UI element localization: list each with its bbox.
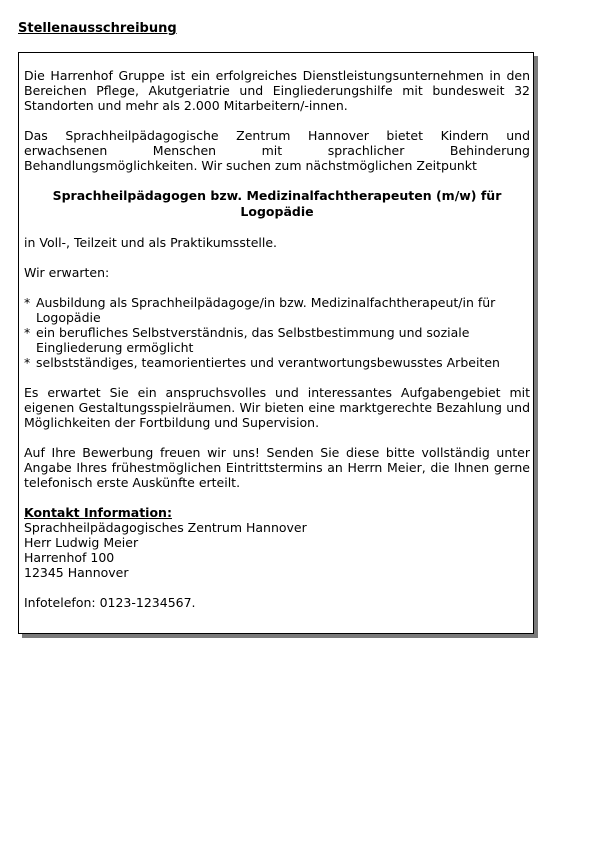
spacer — [24, 580, 530, 595]
application-paragraph: Auf Ihre Bewerbung freuen wir uns! Senden Sie diese bitte vollständig unter Angabe Ihres frühestmöglichen Eintrittstermins an Herrn Meier, die Ihnen gerne telefonisch erste Auskünfte erteilt. — [24, 445, 530, 490]
employment-type: in Voll-, Teilzeit und als Praktikumsstelle. — [24, 235, 278, 250]
contact-city: 12345 Hannover — [24, 565, 129, 580]
job-title — [24, 188, 530, 220]
offer-paragraph: Es erwartet Sie ein anspruchsvolles und interessantes Aufgabengebiet mit eigenen Gestaltungsspielräumen. Wir bieten eine marktgerechte Bezahlung und Möglichkeiten der Fortbildung und Supervision. — [24, 385, 530, 430]
contact-organization: Sprachheilpädagogisches Zentrum Hannover — [24, 520, 307, 535]
center-intro-line: Behandlungsmöglichkeiten. Wir suchen zum nächstmöglichen Zeitpunkt — [24, 158, 477, 173]
center-intro — [24, 128, 530, 173]
center-intro-line: erwachsenen Menschen mit sprachlicher Behinderung — [24, 143, 530, 158]
expectations-list — [24, 295, 530, 370]
job-title-line: Logopädie — [240, 204, 314, 219]
page-heading: Stellenausschreibung — [18, 21, 177, 36]
job-title-line: Sprachheilpädagogen bzw. Medizinalfachtherapeuten (m/w) für — [52, 188, 502, 203]
contact-phone: Infotelefon: 0123-1234567. — [24, 595, 196, 610]
expectation-item: * Ausbildung als Sprachheilpädagoge/in bzw. Medizinalfachtherapeut/in für Logopädie — [24, 295, 530, 325]
center-intro-line: Das Sprachheilpädagogische Zentrum Hannover bietet Kindern und — [24, 128, 530, 143]
expectation-item: * ein berufliches Selbstverständnis, das Selbstbestimmung und soziale Eingliederung ermöglicht — [24, 325, 530, 355]
job-posting-content — [24, 68, 530, 610]
contact-heading: Kontakt Information: — [24, 505, 172, 520]
expectations-heading: Wir erwarten: — [24, 265, 110, 280]
contact-street: Harrenhof 100 — [24, 550, 115, 565]
expectation-item: * selbstständiges, teamorientiertes und verantwortungsbewusstes Arbeiten — [24, 355, 530, 370]
contact-person: Herr Ludwig Meier — [24, 535, 139, 550]
contact-block — [24, 505, 530, 610]
job-posting-box — [18, 52, 534, 634]
company-intro: Die Harrenhof Gruppe ist ein erfolgreiches Dienstleistungsunternehmen in den Bereichen Pflege, Akutgeriatrie und Eingliederungshilfe mit bundesweit 32 Standorten und mehr als 2.000 Mitarbeitern/-innen. — [24, 68, 530, 113]
